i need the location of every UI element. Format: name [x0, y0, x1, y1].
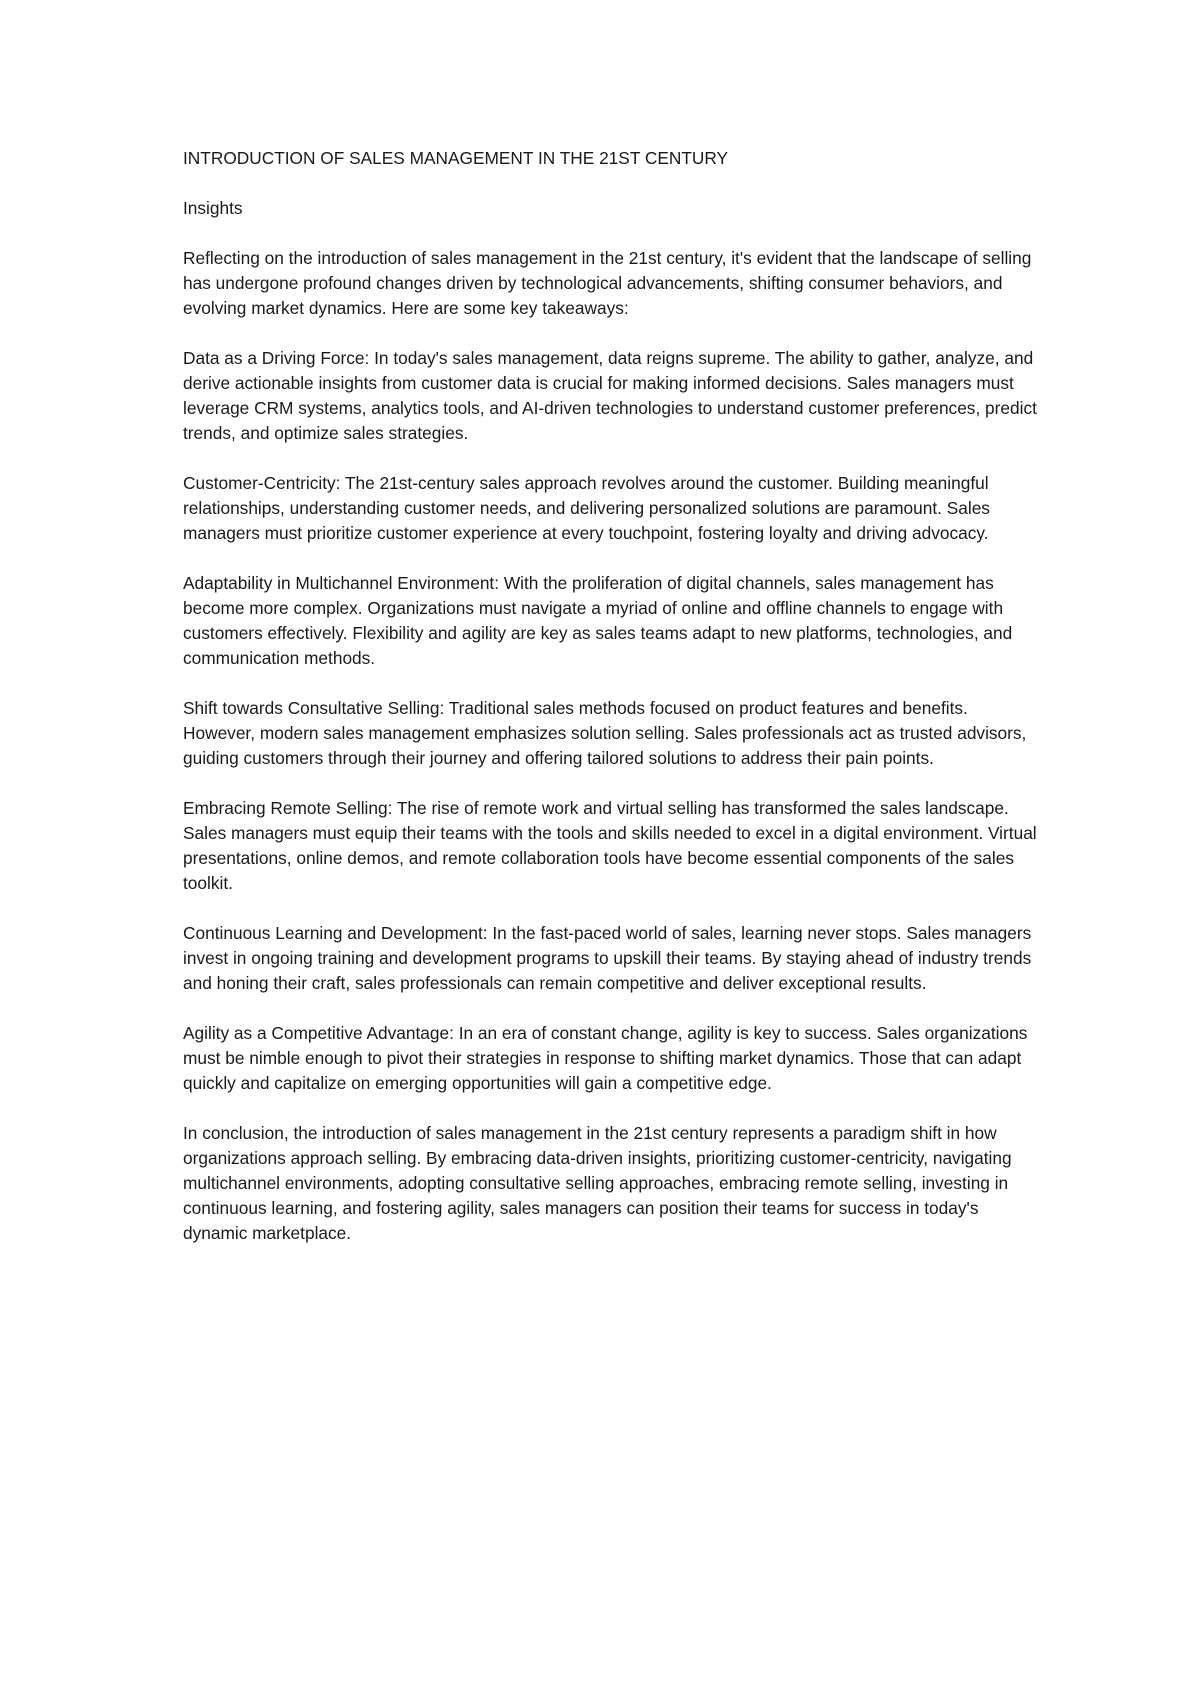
section-heading: Insights [183, 198, 243, 218]
paragraph-multichannel: Adaptability in Multichannel Environment: With the proliferation of digital channels, sales management has become more complex. Organizations must navigate a myriad of online and offline channels to engage with customers effectively. Flexibility and agility are key as sales teams adapt to new platforms, technologies, and communication methods. [183, 573, 1013, 668]
document-body [183, 146, 1043, 1271]
paragraph-data-driving-force: Data as a Driving Force: In today's sales management, data reigns supreme. The ability to gather, analyze, and derive actionable insights from customer data is crucial for making informed decisions. Sales managers must leverage CRM systems, analytics tools, and AI-driven technologies to understand customer preferences, predict trends, and optimize sales strategies. [183, 348, 1037, 443]
paragraph-conclusion: In conclusion, the introduction of sales management in the 21st century represents a paradigm shift in how organizations approach selling. By embracing data-driven insights, prioritizing customer-centricity, navigating multichannel environments, adopting consultative selling approaches, embracing remote selling, investing in continuous learning, and fostering agility, sales managers can position their teams for success in today's dynamic marketplace. [183, 1123, 1012, 1243]
document-title: INTRODUCTION OF SALES MANAGEMENT IN THE 21ST CENTURY [183, 148, 729, 168]
paragraph-consultative-selling: Shift towards Consultative Selling: Traditional sales methods focused on product features and benefits. However, modern sales management emphasizes solution selling. Sales professionals act as trusted advisors, guiding customers through their journey and offering tailored solutions to address their pain points. [183, 698, 1027, 768]
paragraph-continuous-learning: Continuous Learning and Development: In the fast-paced world of sales, learning never stops. Sales managers invest in ongoing training and development programs to upskill their teams. By staying ahead of industry trends and honing their craft, sales professionals can remain competitive and deliver exceptional results. [183, 923, 1032, 993]
paragraph-customer-centricity: Customer-Centricity: The 21st-century sales approach revolves around the customer. Building meaningful relationships, understanding customer needs, and delivering personalized solutions are paramount. Sales managers must prioritize customer experience at every touchpoint, fostering loyalty and driving advocacy. [183, 473, 990, 543]
paragraph-intro: Reflecting on the introduction of sales management in the 21st century, it's evident that the landscape of selling has undergone profound changes driven by technological advancements, shifting consumer behaviors, and evolving market dynamics. Here are some key takeaways: [183, 248, 1032, 318]
paragraph-remote-selling: Embracing Remote Selling: The rise of remote work and virtual selling has transformed the sales landscape. Sales managers must equip their teams with the tools and skills needed to excel in a digital environment. Virtual presentations, online demos, and remote collaboration tools have become essential components of the sales toolkit. [183, 798, 1037, 893]
paragraph-agility: Agility as a Competitive Advantage: In an era of constant change, agility is key to success. Sales organizations must be nimble enough to pivot their strategies in response to shifting market dynamics. Those that can adapt quickly and capitalize on emerging opportunities will gain a competitive edge. [183, 1023, 1028, 1093]
